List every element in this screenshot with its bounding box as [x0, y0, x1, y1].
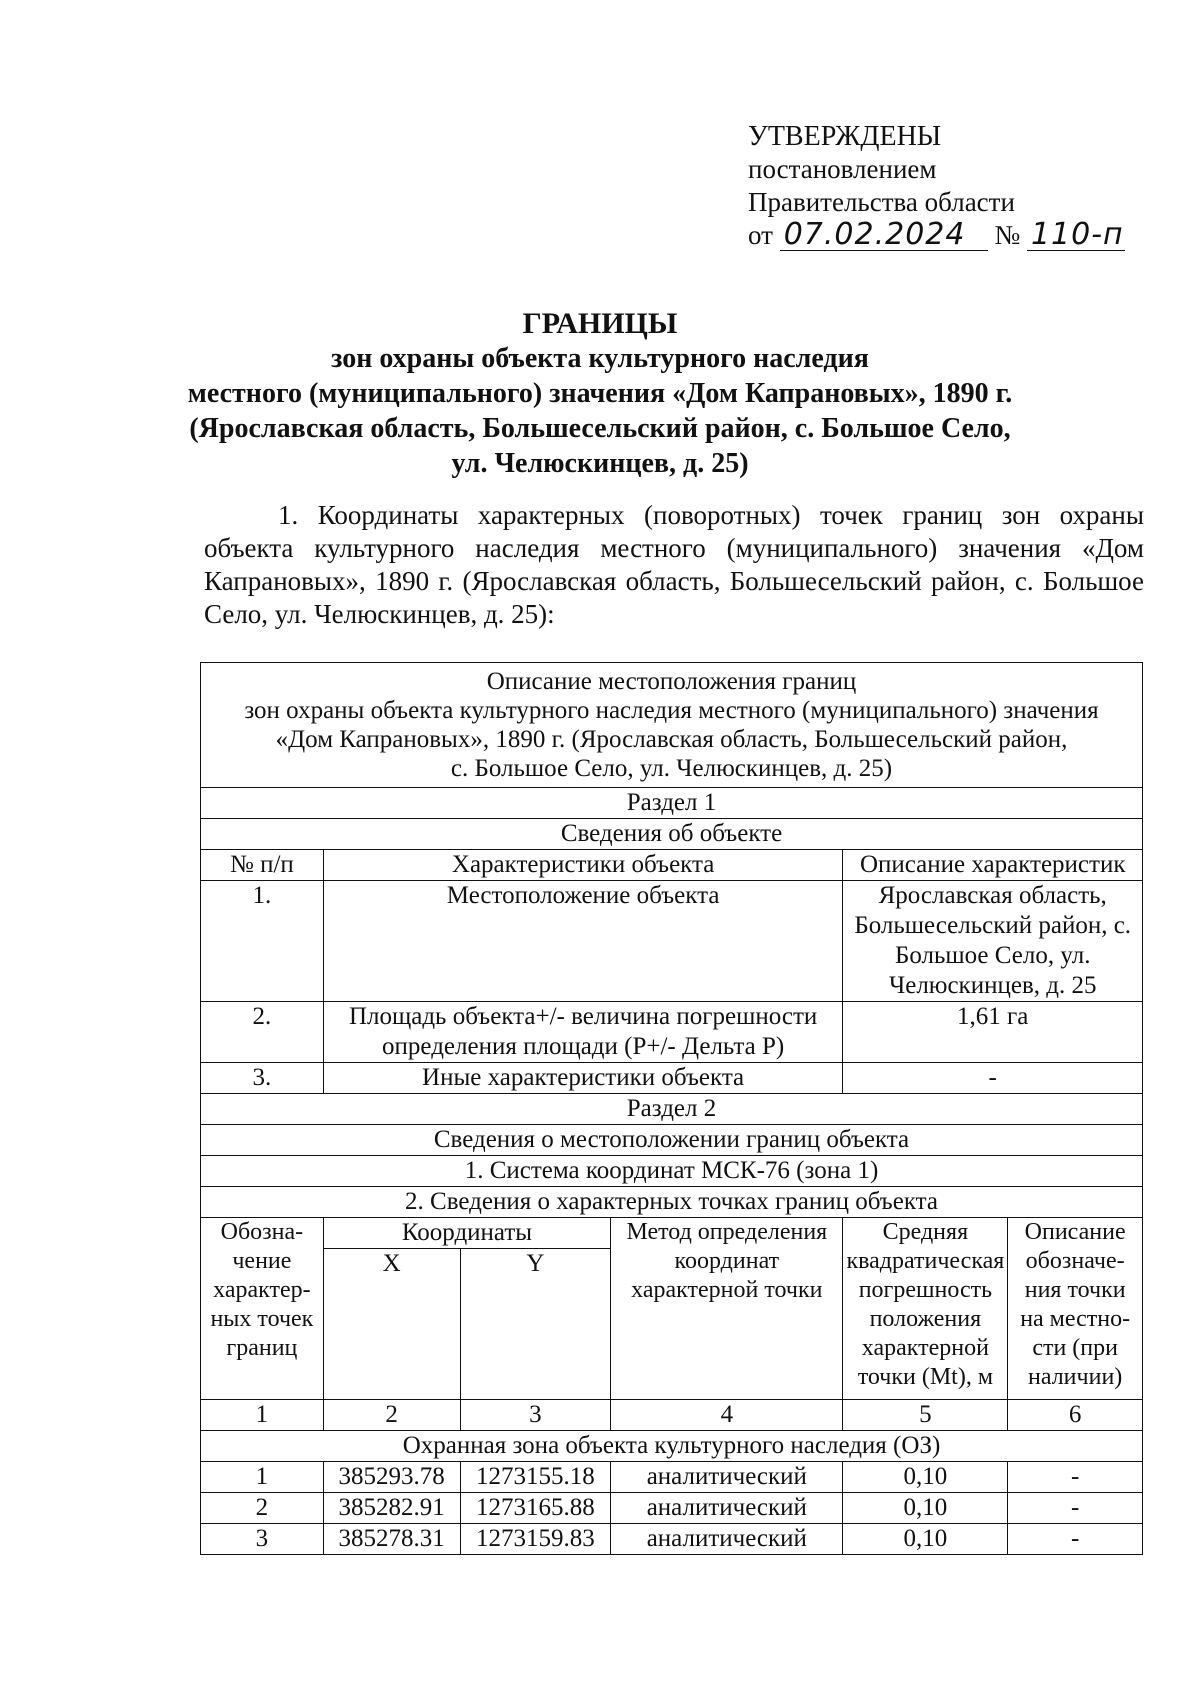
row-num: 3. [201, 1063, 324, 1094]
point-x: 385293.78 [323, 1462, 460, 1493]
point-y: 1273155.18 [460, 1462, 611, 1493]
approval-line-1: постановлением [748, 154, 937, 184]
handwritten-date: 07.02.2024 [780, 220, 988, 251]
zone-title: Охранная зона объекта культурного наследия (ОЗ) [201, 1431, 1143, 1462]
section2-title: Раздел 2 [201, 1094, 1143, 1125]
section2-subtitle-row [201, 1125, 1143, 1156]
points-title-row [201, 1187, 1143, 1218]
point-x: 385278.31 [323, 1524, 460, 1555]
col-char-header: Характеристики объекта [323, 850, 843, 881]
description-line-3: «Дом Капрановых», 1890 г. (Ярославская область, Большесельский район, [275, 726, 1068, 753]
table-row [201, 881, 1143, 1002]
points-title: 2. Сведения о характерных точках границ объекта [201, 1187, 1143, 1218]
col-coords-header: Координаты [323, 1218, 610, 1249]
table-row [201, 1462, 1143, 1493]
description-line-4: с. Большое Село, ул. Челюскинцев, д. 25) [450, 755, 893, 782]
title-line-2: местного (муниципального) значения «Дом Капрановых», 1890 г. [187, 378, 1013, 409]
col-x-header: X [323, 1249, 460, 1400]
description-header-cell [201, 663, 1143, 788]
col-desc-header: Описание характеристик [843, 850, 1143, 881]
point-desc: - [1008, 1462, 1143, 1493]
document-title [0, 306, 1200, 481]
point-error: 0,10 [843, 1462, 1008, 1493]
section1-title-row [201, 788, 1143, 819]
intro-paragraph-text: 1. Координаты характерных (поворотных) точек границ зон охраны объекта культурного наследия местного (муниципального) значения «Дом Капрановых», 1890 г. (Ярославская область, Большесельский район, с. Большое Село, ул. Челюскинцев, д. 25): [204, 500, 1144, 629]
point-desc: - [1008, 1524, 1143, 1555]
coord-system: 1. Система координат МСК-76 (зона 1) [201, 1156, 1143, 1187]
from-label: от [748, 220, 773, 250]
approval-title: УТВЕРЖДЕНЫ [748, 121, 942, 152]
col-number: 5 [843, 1400, 1008, 1431]
point-error: 0,10 [843, 1493, 1008, 1524]
table-row [201, 1063, 1143, 1094]
point-y: 1273165.88 [460, 1493, 611, 1524]
handwritten-number: 110-п [1027, 220, 1125, 251]
section2-subtitle: Сведения о местоположении границ объекта [201, 1125, 1143, 1156]
point-desc: - [1008, 1493, 1143, 1524]
title-main: ГРАНИЦЫ [522, 307, 678, 340]
point-y: 1273159.83 [460, 1524, 611, 1555]
point-id: 3 [201, 1524, 324, 1555]
col-number: 2 [323, 1400, 460, 1431]
section1-subtitle: Сведения об объекте [201, 819, 1143, 850]
title-line-4: ул. Челюскинцев, д. 25) [451, 448, 749, 479]
approval-line-2: Правительства области [748, 187, 1015, 217]
row-char: Площадь объекта+/- величина погрешности определения площади (Р+/- Дельта Р) [323, 1002, 843, 1063]
approval-date-number-row [748, 219, 1125, 252]
zone-title-row [201, 1431, 1143, 1462]
point-method: аналитический [611, 1524, 843, 1555]
col-method-header: Метод определения координат характерной точки [611, 1218, 843, 1400]
title-line-3: (Ярославская область, Большесельский район, с. Большое Село, [189, 413, 1011, 444]
table-description-header-row [201, 663, 1143, 788]
title-line-1: зон охраны объекта культурного наследия [331, 343, 869, 374]
row-char: Иные характеристики объекта [323, 1063, 843, 1094]
row-desc: - [843, 1063, 1143, 1094]
approval-block [748, 120, 1125, 252]
table-row [201, 1493, 1143, 1524]
intro-paragraph [204, 499, 1144, 631]
col-y-header: Y [460, 1249, 611, 1400]
column-numbers-row [201, 1400, 1143, 1431]
description-line-1: Описание местоположения границ [486, 668, 857, 695]
row-num: 2. [201, 1002, 324, 1063]
col-error-header: Средняя квадратическая погрешность положения характерной точки (Mt), м [843, 1218, 1008, 1400]
row-num: 1. [201, 881, 324, 1002]
point-id: 2 [201, 1493, 324, 1524]
point-x: 385282.91 [323, 1493, 460, 1524]
table-row [201, 1002, 1143, 1063]
coord-system-row [201, 1156, 1143, 1187]
col-description-header: Описание обозначе-ния точки на местно-сти (при наличии) [1008, 1218, 1143, 1400]
col-number: 4 [611, 1400, 843, 1431]
section1-subtitle-row [201, 819, 1143, 850]
col-number: 3 [460, 1400, 611, 1431]
table-row [201, 1524, 1143, 1555]
section1-title: Раздел 1 [201, 788, 1143, 819]
number-label: № [994, 220, 1021, 250]
section1-header-row [201, 850, 1143, 881]
point-error: 0,10 [843, 1524, 1008, 1555]
point-method: аналитический [611, 1462, 843, 1493]
col-designation-header: Обозна-чение характер-ных точек границ [201, 1218, 324, 1400]
row-desc: 1,61 га [843, 1002, 1143, 1063]
points-header-row [201, 1218, 1143, 1249]
description-line-2: зон охраны объекта культурного наследия местного (муниципального) значения [244, 697, 1099, 724]
row-desc: Ярославская область, Большесельский район, с. Большое Село, ул. Челюскинцев, д. 25 [843, 881, 1143, 1002]
point-id: 1 [201, 1462, 324, 1493]
col-number: 1 [201, 1400, 324, 1431]
boundaries-table [200, 662, 1143, 1555]
point-method: аналитический [611, 1493, 843, 1524]
section2-title-row [201, 1094, 1143, 1125]
col-number: 6 [1008, 1400, 1143, 1431]
row-char: Местоположение объекта [323, 881, 843, 1002]
col-num-header: № п/п [201, 850, 324, 881]
